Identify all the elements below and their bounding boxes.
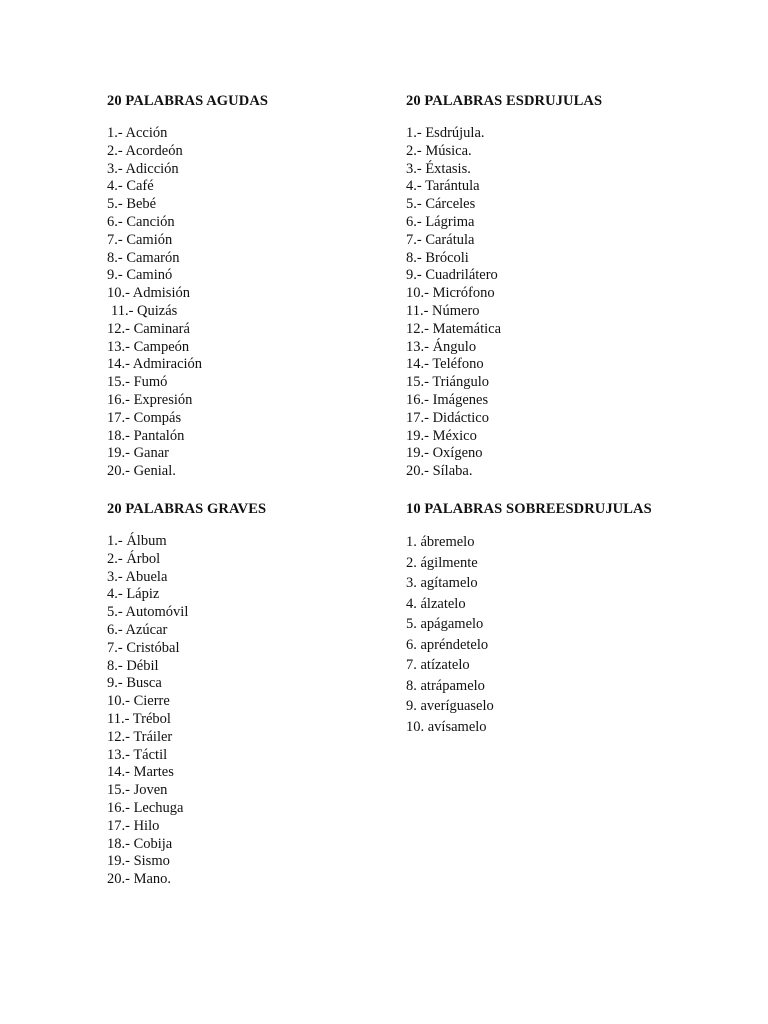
list-item: 20.- Mano. (107, 871, 172, 888)
list-item: 10.- Cierre (107, 693, 170, 710)
section-title-sobreesdrujulas: 10 PALABRAS SOBREESDRUJULAS (406, 501, 652, 517)
list-item: 10. avísamelo (406, 718, 487, 735)
list-item: 5.- Bebé (107, 196, 157, 213)
list-item: 7.- Carátula (406, 231, 475, 248)
list-item: 7. atízatelo (406, 657, 470, 673)
list-item: 16.- Lechuga (107, 799, 184, 816)
list-item: 12.- Matemática (406, 320, 502, 337)
list-item: 17.- Didáctico (406, 409, 489, 426)
list-item: 1.- Acción (107, 125, 168, 141)
list-item: 10.- Micrófono (406, 285, 495, 302)
list-item: 10.- Admisión (107, 285, 190, 302)
list-item: 19.- Oxígeno (406, 445, 483, 462)
list-item: 3. agítamelo (406, 575, 478, 591)
word-list-graves (107, 533, 266, 889)
list-item: 11.- Trébol (107, 710, 171, 727)
section-sobreesdrujulas (406, 500, 652, 737)
section-esdrujulas (406, 92, 602, 481)
list-item: 6. apréndetelo (406, 636, 489, 653)
list-item: 5.- Automóvil (107, 604, 189, 621)
word-list-sobreesdrujulas (406, 532, 652, 737)
list-item: 4.- Café (107, 178, 154, 195)
list-item: 8. atrápamelo (406, 677, 485, 694)
list-item: 2.- Música. (406, 142, 472, 159)
list-item: 13.- Campeón (107, 338, 190, 355)
list-item: 3.- Éxtasis. (406, 160, 471, 177)
list-item: 2.- Acordeón (107, 142, 183, 159)
list-item: 4.- Lápiz (107, 586, 160, 603)
list-item: 15.- Triángulo (406, 374, 489, 391)
section-title-agudas: 20 PALABRAS AGUDAS (107, 93, 269, 109)
list-item: 8.- Brócoli (406, 249, 469, 266)
list-item: 17.- Hilo (107, 817, 160, 834)
list-item: 9.- Busca (107, 675, 162, 692)
list-item: 18.- Pantalón (107, 427, 185, 444)
list-item: 5. apágamelo (406, 616, 484, 632)
list-item: 18.- Cobija (107, 835, 173, 852)
word-list-agudas (107, 125, 268, 481)
list-item: 2.- Árbol (107, 550, 161, 567)
list-item: 14.- Admiración (107, 356, 203, 373)
list-item: 13.- Táctil (107, 746, 168, 763)
list-item: 9.- Cuadrilátero (406, 267, 498, 284)
list-item: 11.- Número (406, 302, 480, 319)
list-item: 1.- Esdrújula. (406, 125, 485, 141)
section-graves (107, 500, 266, 889)
list-item: 8.- Débil (107, 657, 159, 674)
list-item: 5.- Cárceles (406, 196, 476, 213)
list-item: 8.- Camarón (107, 249, 180, 266)
list-item: 3.- Abuela (107, 568, 168, 585)
list-item: 1.- Álbum (107, 533, 167, 549)
list-item: 6.- Lágrima (406, 213, 475, 230)
list-item: 17.- Compás (107, 409, 182, 426)
list-item: 4. álzatelo (406, 595, 466, 612)
section-agudas (107, 92, 268, 481)
list-item: 19.- México (406, 427, 477, 444)
list-item: 19.- Sismo (107, 853, 170, 870)
list-item: 9.- Caminó (107, 267, 173, 284)
list-item: 6.- Azúcar (107, 621, 168, 638)
list-item: 4.- Tarántula (406, 178, 480, 195)
list-item: 14.- Teléfono (406, 356, 484, 373)
list-item: 16.- Imágenes (406, 391, 489, 408)
list-item: 6.- Canción (107, 213, 175, 230)
list-item: 20.- Sílaba. (406, 463, 473, 480)
section-title-graves: 20 PALABRAS GRAVES (107, 501, 267, 517)
list-item: 7.- Cristóbal (107, 639, 180, 656)
list-item: 14.- Martes (107, 764, 174, 781)
list-item: 3.- Adicción (107, 160, 179, 177)
list-item: 16.- Expresión (107, 391, 193, 408)
list-item: 13.- Ángulo (406, 338, 477, 355)
list-item: 15.- Joven (107, 782, 168, 799)
list-item: 12.- Caminará (107, 320, 190, 337)
list-item: 7.- Camión (107, 231, 173, 248)
list-item: 1. ábremelo (406, 534, 475, 550)
list-item: 11.- Quizás (111, 302, 178, 319)
section-title-esdrujulas: 20 PALABRAS ESDRUJULAS (406, 93, 603, 109)
list-item: 12.- Tráiler (107, 728, 173, 745)
list-item: 19.- Ganar (107, 445, 170, 462)
word-list-esdrujulas (406, 125, 602, 481)
list-item: 20.- Genial. (107, 463, 176, 480)
list-item: 2. ágilmente (406, 554, 478, 571)
list-item: 9. averíguaselo (406, 698, 494, 714)
list-item: 15.- Fumó (107, 374, 168, 391)
